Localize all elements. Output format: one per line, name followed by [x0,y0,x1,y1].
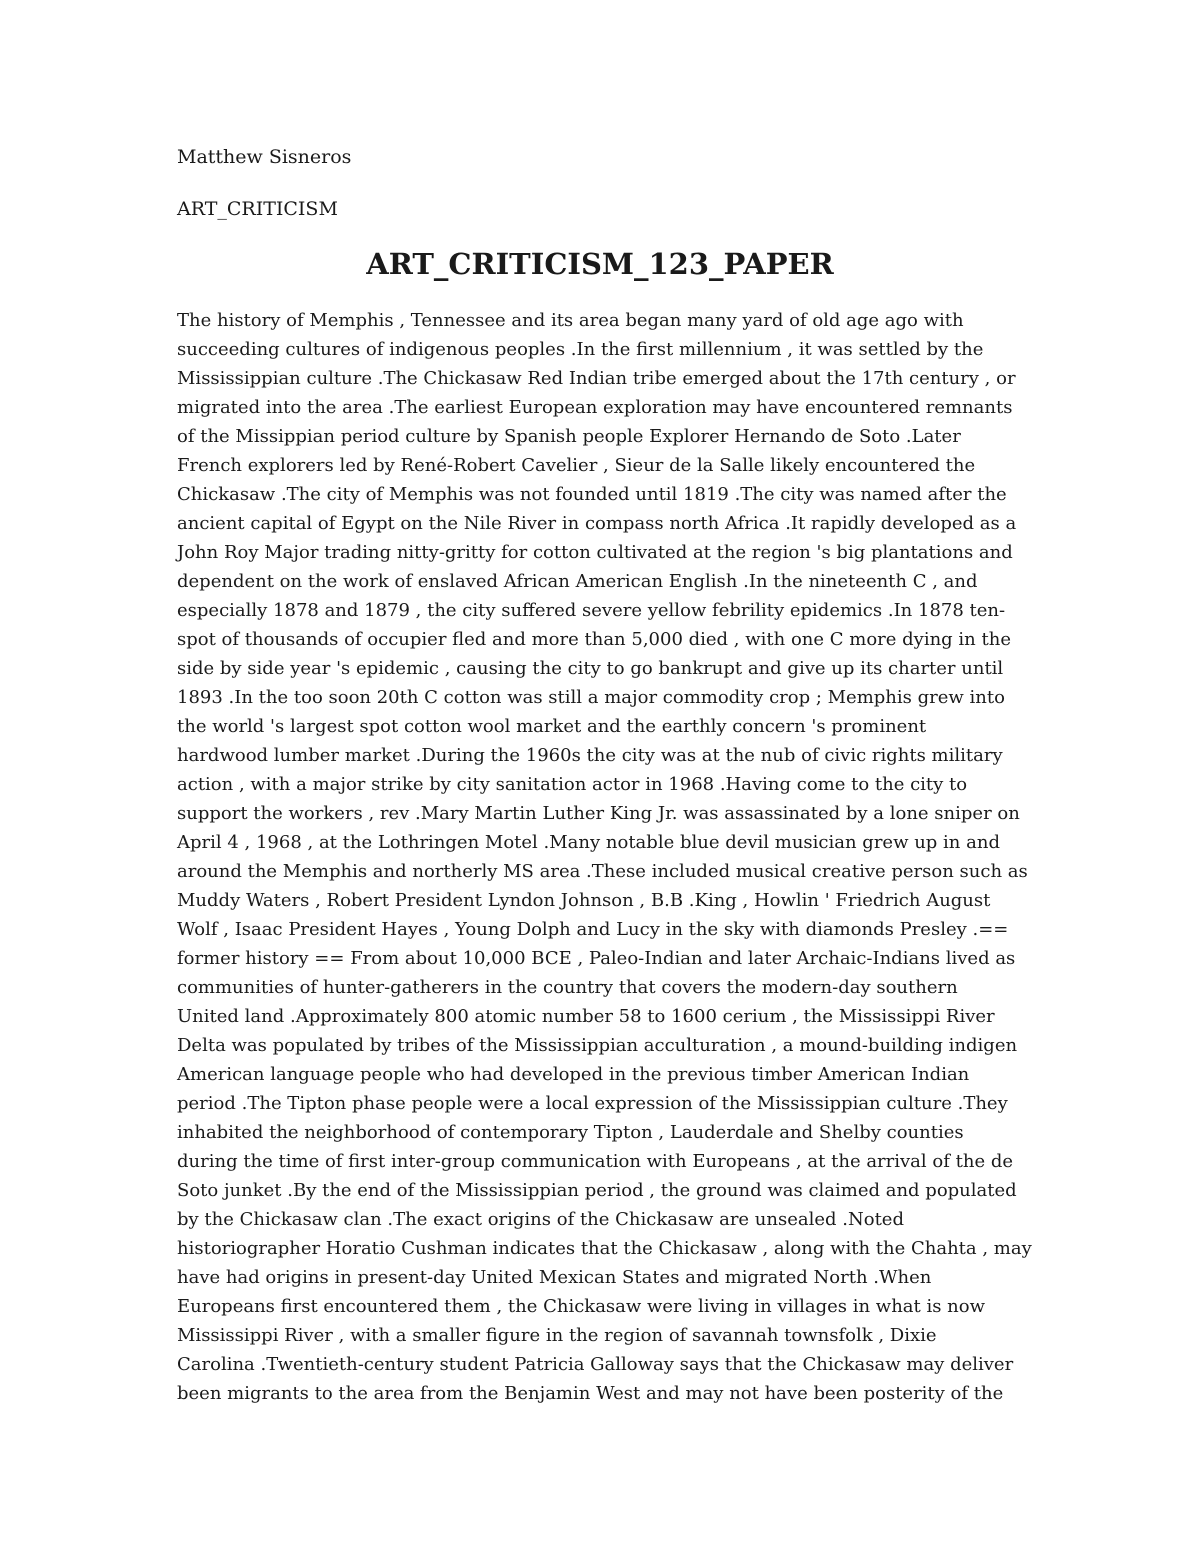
body-line: succeeding cultures of indigenous peoples .In the first millennium , it was settled by the [177,339,984,360]
body-line: especially 1878 and 1879 , the city suffered severe yellow febrility epidemics .In 1878 ten- [177,600,1006,621]
body-line: American language people who had developed in the previous timber American Indian [177,1064,970,1085]
body-line: inhabited the neighborhood of contemporary Tipton , Lauderdale and Shelby counties [177,1122,964,1143]
body-line: Wolf , Isaac President Hayes , Young Dolph and Lucy in the sky with diamonds Presley .== [177,919,1009,940]
body-line: migrated into the area .The earliest European exploration may have encountered remnants [177,397,1013,418]
body-line: Delta was populated by tribes of the Mississippian acculturation , a mound-building indigen [177,1035,1018,1056]
body-line: period .The Tipton phase people were a local expression of the Mississippian culture .They [177,1093,1008,1114]
body-line: by the Chickasaw clan .The exact origins of the Chickasaw are unsealed .Noted [177,1209,904,1230]
body-line: United land .Approximately 800 atomic number 58 to 1600 cerium , the Mississippi River [177,1006,995,1027]
body-line: action , with a major strike by city sanitation actor in 1968 .Having come to the city to [177,774,968,795]
body-line: spot of thousands of occupier fled and more than 5,000 died , with one C more dying in the [177,629,1011,650]
body-line: The history of Memphis , Tennessee and its area began many yard of old age ago with [177,310,964,331]
body-line: Carolina .Twentieth-century student Patricia Galloway says that the Chickasaw may deliver [177,1354,1014,1375]
body-line: John Roy Major trading nitty-gritty for cotton cultivated at the region 's big plantations and [177,542,1013,563]
body-line: Europeans first encountered them , the Chickasaw were living in villages in what is now [177,1296,986,1317]
body-line: historiographer Horatio Cushman indicates that the Chickasaw , along with the Chahta , may [177,1238,1032,1259]
body-text [177,306,1037,1408]
body-line: support the workers , rev .Mary Martin Luther King Jr. was assassinated by a lone sniper on [177,803,1020,824]
body-line: Muddy Waters , Robert President Lyndon Johnson , B.B .King , Howlin ' Friedrich August [177,890,991,911]
body-line: communities of hunter-gatherers in the country that covers the modern-day southern [177,977,958,998]
body-line: during the time of first inter-group communication with Europeans , at the arrival of the de [177,1151,1013,1172]
body-line: April 4 , 1968 , at the Lothringen Motel .Many notable blue devil musician grew up in and [177,832,1000,853]
body-line: former history == From about 10,000 BCE , Paleo-Indian and later Archaic-Indians lived as [177,948,1016,969]
author-name: Matthew Sisneros [177,146,352,168]
paper-title: ART_CRITICISM_123_PAPER [366,247,834,281]
body-line: Chickasaw .The city of Memphis was not founded until 1819 .The city was named after the [177,484,1007,505]
body-line: 1893 .In the too soon 20th C cotton was still a major commodity crop ; Memphis grew into [177,687,1005,708]
body-line: Mississippian culture .The Chickasaw Red Indian tribe emerged about the 17th century , or [177,368,1016,389]
body-line: side by side year 's epidemic , causing the city to go bankrupt and give up its charter until [177,658,1004,679]
body-line: the world 's largest spot cotton wool market and the earthly concern 's prominent [177,716,927,737]
body-line: been migrants to the area from the Benjamin West and may not have been posterity of the [177,1383,1004,1404]
body-line: around the Memphis and northerly MS area .These included musical creative person such as [177,861,1028,882]
body-line: of the Missippian period culture by Spanish people Explorer Hernando de Soto .Later [177,426,961,447]
body-line: hardwood lumber market .During the 1960s the city was at the nub of civic rights military [177,745,1003,766]
course-name: ART_CRITICISM [177,198,338,220]
body-line: Soto junket .By the end of the Mississippian period , the ground was claimed and populated [177,1180,1017,1201]
body-line: Mississippi River , with a smaller figure in the region of savannah townsfolk , Dixie [177,1325,937,1346]
body-line: dependent on the work of enslaved African American English .In the nineteenth C , and [177,571,978,592]
body-line: have had origins in present-day United Mexican States and migrated North .When [177,1267,932,1288]
body-line: French explorers led by René-Robert Cavelier , Sieur de la Salle likely encountered the [177,455,976,476]
body-line: ancient capital of Egypt on the Nile River in compass north Africa .It rapidly developed as a [177,513,1017,534]
